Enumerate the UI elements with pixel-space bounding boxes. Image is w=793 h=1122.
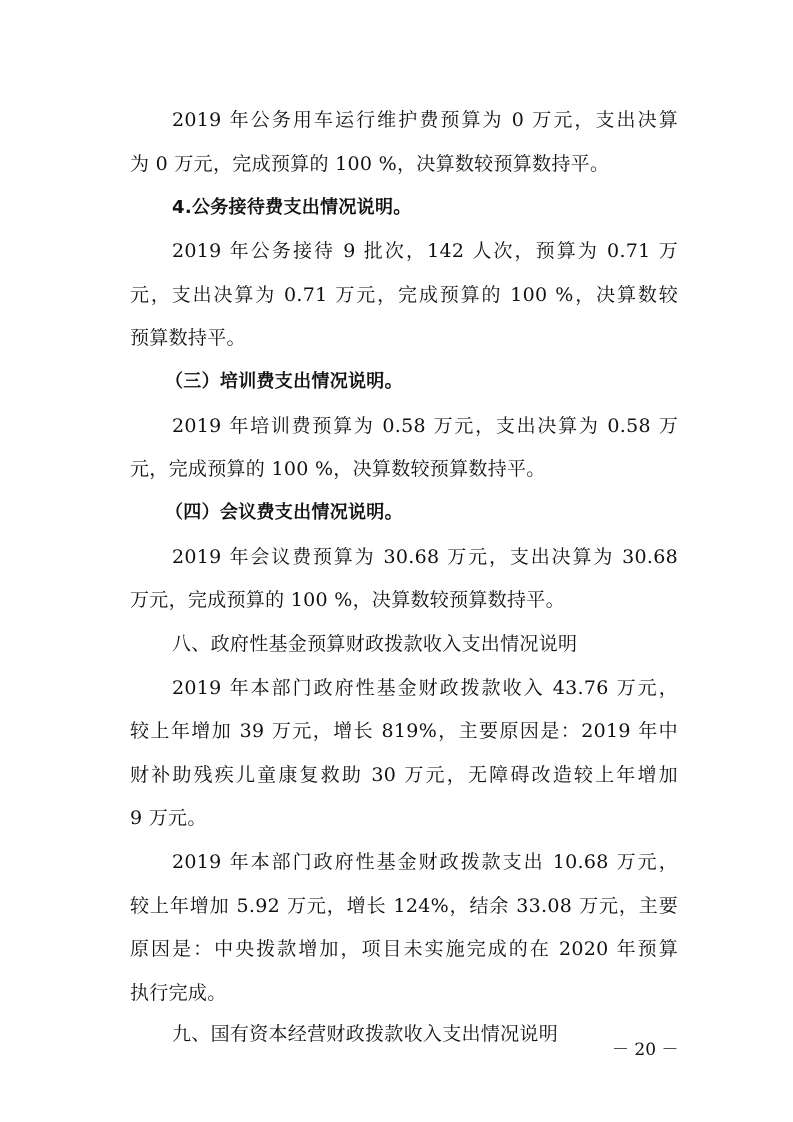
paragraph-line: 元，完成预算的 100 %，决算数较预算数持平。: [130, 458, 546, 480]
paragraph-line: 2019 年会议费预算为 30.68 万元，支出决算为 30.68: [172, 546, 678, 568]
subsection-heading: 4.公务接待费支出情况说明。: [172, 197, 412, 218]
paragraph-line: 预算数持平。: [130, 327, 246, 349]
paragraph-line: 2019 年培训费预算为 0.58 万元，支出决算为 0.58 万: [172, 415, 678, 437]
paragraph-line: 元，支出决算为 0.71 万元，完成预算的 100 %，决算数较: [130, 284, 678, 306]
section-heading: 八、政府性基金预算财政拨款收入支出情况说明: [172, 633, 578, 655]
paragraph-line: 2019 年公务接待 9 批次，142 人次，预算为 0.71 万: [172, 240, 678, 262]
paragraph-line: 2019 年本部门政府性基金财政拨款支出 10.68 万元，: [172, 851, 678, 873]
section-heading: 九、国有资本经营财政拨款收入支出情况说明: [172, 1023, 559, 1045]
page-number: － 20 －: [612, 1040, 679, 1060]
paragraph-line: 执行完成。: [130, 982, 227, 1004]
paragraph-line: 为 0 万元，完成预算的 100 %，决算数较预算数持平。: [130, 153, 610, 175]
paragraph-line: 较上年增加 39 万元，增长 819%，主要原因是：2019 年中: [130, 720, 678, 742]
paragraph-line: 2019 年本部门政府性基金财政拨款收入 43.76 万元，: [172, 677, 678, 699]
paragraph-line: 原因是：中央拨款增加，项目未实施完成的在 2020 年预算: [130, 938, 678, 960]
subsection-heading: （三）培训费支出情况说明。: [165, 371, 403, 392]
paragraph-line: 2019 年公务用车运行维护费预算为 0 万元，支出决算: [172, 109, 678, 131]
paragraph-line: 万元，完成预算的 100 %，决算数较预算数持平。: [130, 589, 565, 611]
paragraph-line: 较上年增加 5.92 万元，增长 124%，结余 33.08 万元，主要: [130, 895, 678, 917]
paragraph-line: 9 万元。: [130, 807, 207, 829]
paragraph-line: 财补助残疾儿童康复救助 30 万元，无障碍改造较上年增加: [130, 764, 678, 786]
subsection-heading: （四）会议费支出情况说明。: [165, 502, 403, 523]
